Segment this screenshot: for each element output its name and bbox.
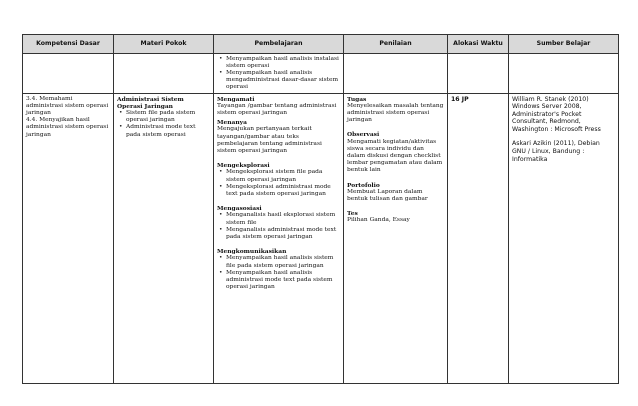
mengkomunikasikan-list [217,255,340,291]
materi-list [117,110,210,139]
mengasosiasi-title: Mengasosiasi [217,205,262,213]
alokasi-value: 16 JP [451,95,469,103]
header-row [23,35,619,54]
list-item: • Menganalisis administrasi mode text pada sistem operasi jaringan [226,227,340,241]
mengeksplorasi-title: Mengeksplorasi [217,162,270,170]
list-item: • Administrasi mode text pada sistem operasi [126,124,210,138]
continuation-row [23,54,619,94]
list-item: • Menyampaikan hasil analisis sistem file pada sistem operasi jaringan [226,255,340,269]
header-pembelajaran: Pembelajaran [214,35,344,54]
observasi-text: Mengamati kegiatan/aktivitas siswa secara individu dan dalam diskusi dengan checklist lembar pengamatan atau dalam bentuk lain [347,138,443,174]
sumber-ref-1: William R. Stanek (2010) Windows Server 2008, Administrator's Pocket Consultant, Redmond, Washington : Microsoft Press [512,95,601,133]
sumber-ref-2: Askari Azikin (2011), Debian GNU / Linux, Bandung : Informatika [512,140,600,163]
pembelajaran-cell [214,94,344,384]
portofolio-text: Membuat Laporan dalam bentuk tulisan dan gambar [347,188,428,202]
list-item: • Menyampaikan hasil analisis mengadministrasi dasar-dasar sistem operasi [226,70,340,92]
syllabus-table [22,34,619,384]
sumber-cell [509,94,619,384]
cont-materi-cell [114,54,214,94]
cont-alokasi-cell [448,54,509,94]
mengamati-text: Tayangan /gambar tentang administrasi sistem operasi jaringan [217,102,337,116]
content-row [23,94,619,384]
mengasosiasi-list [217,212,340,241]
cont-sumber-cell [509,54,619,94]
materi-title: Administrasi Sistem Operasi Jaringan [117,95,184,110]
menanya-title: Menanya [217,119,247,127]
list-item: • Mengeksplorasi administrasi mode text pada sistem operasi jaringan [226,184,340,198]
tugas-text: Menyelesaikan masalah tentang administrasi sistem operasi jaringan [347,102,444,124]
list-item: • Mengeksplorasi sistem file pada sistem operasi jaringan [226,169,340,183]
cont-penilaian-cell [344,54,448,94]
header-kompetensi-dasar: Kompetensi Dasar [23,35,114,54]
header-penilaian: Penilaian [344,35,448,54]
kd-4-4: 4.4. Menyajikan hasil administrasi sistem operasi jaringan [26,117,109,138]
menanya-text: Mengajukan pertanyaan terkait tayangan/gambar atau teks pembelajaran tentang administrasi sistem operasi jaringan [217,126,322,154]
list-item: • Menyampaikan hasil analisis administrasi mode text pada sistem operasi jaringan [226,270,340,292]
tugas-title: Tugas [347,95,367,103]
cont-list [217,56,340,92]
cont-kd-cell [23,54,114,94]
header-materi-pokok: Materi Pokok [114,35,214,54]
kd-cell [23,94,114,384]
observasi-title: Observasi [347,131,380,139]
portofolio-title: Portofolio [347,181,380,189]
header-alokasi-waktu: Alokasi Waktu [448,35,509,54]
tes-text: Pilihan Ganda, Essay [347,217,410,224]
materi-cell [114,94,214,384]
alokasi-cell [448,94,509,384]
mengamati-title: Mengamati [217,95,255,103]
mengeksplorasi-list [217,169,340,198]
list-item: • Menyampaikan hasil analisis instalasi sistem operasi [226,56,340,70]
kd-3-4: 3.4. Memahami administrasi sistem operasi jaringan [26,95,109,116]
penilaian-cell [344,94,448,384]
mengkomunikasikan-title: Mengkomunikasikan [217,248,287,256]
tes-title: Tes [347,210,358,218]
cont-pembelajaran-cell [214,54,344,94]
header-sumber-belajar: Sumber Belajar [509,35,619,54]
list-item: • Sistem file pada sistem operasi jaringan [126,110,210,124]
list-item: • Menganalisis hasil eksplorasi sistem sistem file [226,212,340,226]
